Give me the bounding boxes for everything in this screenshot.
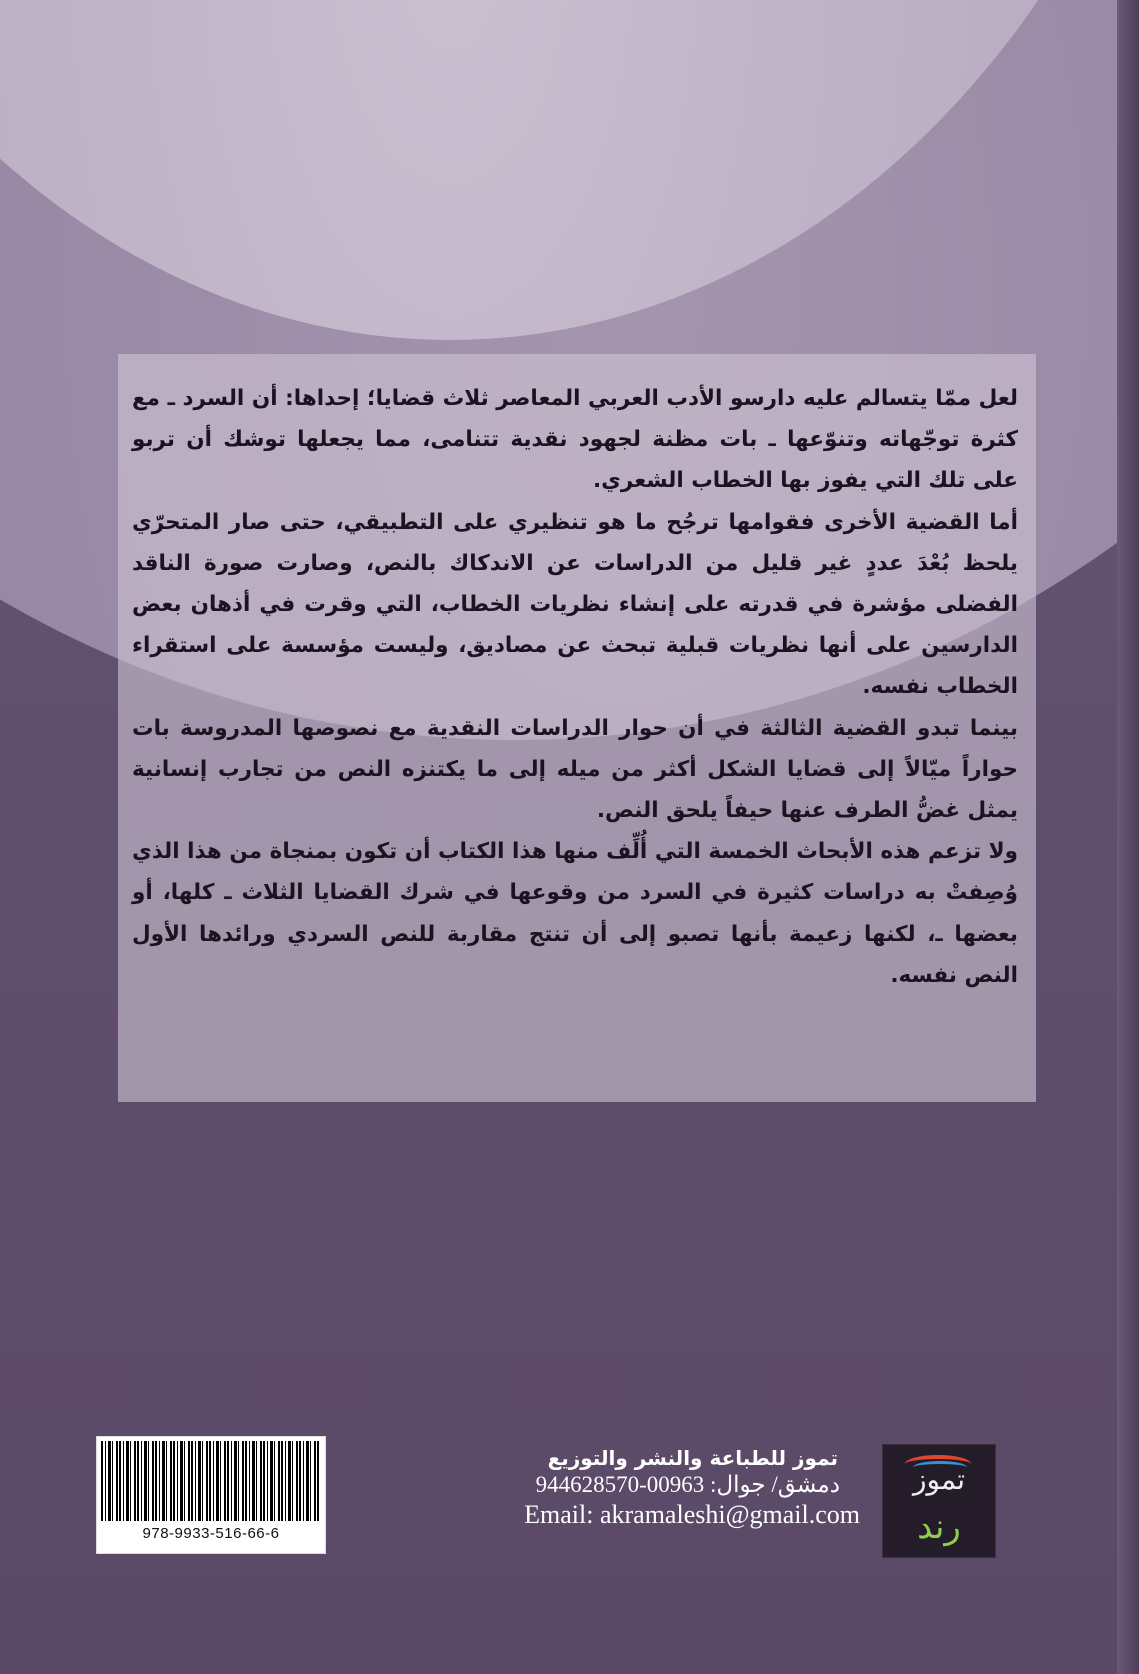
book-spine-edge — [1117, 0, 1139, 1674]
logo-text-bottom: رند — [917, 1507, 961, 1547]
publisher-email: Email: akramaleshi@gmail.com — [524, 1500, 860, 1529]
barcode-bars — [101, 1441, 321, 1521]
publisher-phone: دمشق/ جوال: 00963-944628570 — [535, 1472, 840, 1497]
blurb-panel — [118, 354, 1036, 1102]
isbn-barcode — [96, 1436, 326, 1554]
logo-text-top: تموز — [913, 1463, 965, 1496]
isbn-number: 978-9933-516-66-6 — [142, 1525, 280, 1542]
publisher-name: تموز للطباعة والنشر والتوزيع — [547, 1446, 838, 1470]
blurb-paragraph-2: أما القضية الأخرى فقوامها ترجُح ما هو تنظيري على التطبيقي، حتى صار المتحرّي يلحظ بُعْدَ عددٍ غير قليل من الدراسات عن الاندكاك بالنص، وصارت صورة الناقد الفضلى مؤشرة في قدرته على إنشاء نظريات الخطاب، التي وقرت في أذهان بعض الدارسين على أنها نظريات قبلية تبحث عن مصاديق، وليست مؤسسة على استقراء الخطاب نفسه. — [132, 509, 1018, 700]
blurb-paragraph-3: بينما تبدو القضية الثالثة في أن حوار الدراسات النقدية مع نصوصها المدروسة بات حواراً ميّالاً إلى قضايا الشكل أكثر من ميله إلى ما يكتنزه النص من تجارب إنسانية يمثل غضُّ الطرف عنها حيفاً يلحق النص. — [132, 715, 1018, 824]
blurb-paragraph-4: ولا تزعم هذه الأبحاث الخمسة التي أُلِّف منها هذا الكتاب أن تكون بمنجاة من هذا الذي وُصِفتْ به دراسات كثيرة في السرد من وقوعها في شرك القضايا الثلاث ـ كلها، أو بعضها ـ، لكنها زعيمة بأنها تصبو إلى أن تنتج مقاربة للنص السردي ورائدها الأول النص نفسه. — [132, 839, 1018, 988]
publisher-logo — [882, 1444, 996, 1558]
publisher-info — [440, 1446, 860, 1530]
blurb-paragraph-1: لعل ممّا يتسالم عليه دارسو الأدب العربي المعاصر ثلاث قضايا؛ إحداها: أن السرد ـ مع كثرة توجّهاته وتنوّعها ـ بات مظنة لجهود نقدية تتنامى، مما يجعلها توشك أن تربو على تلك التي يفوز بها الخطاب الشعري. — [132, 386, 1018, 494]
